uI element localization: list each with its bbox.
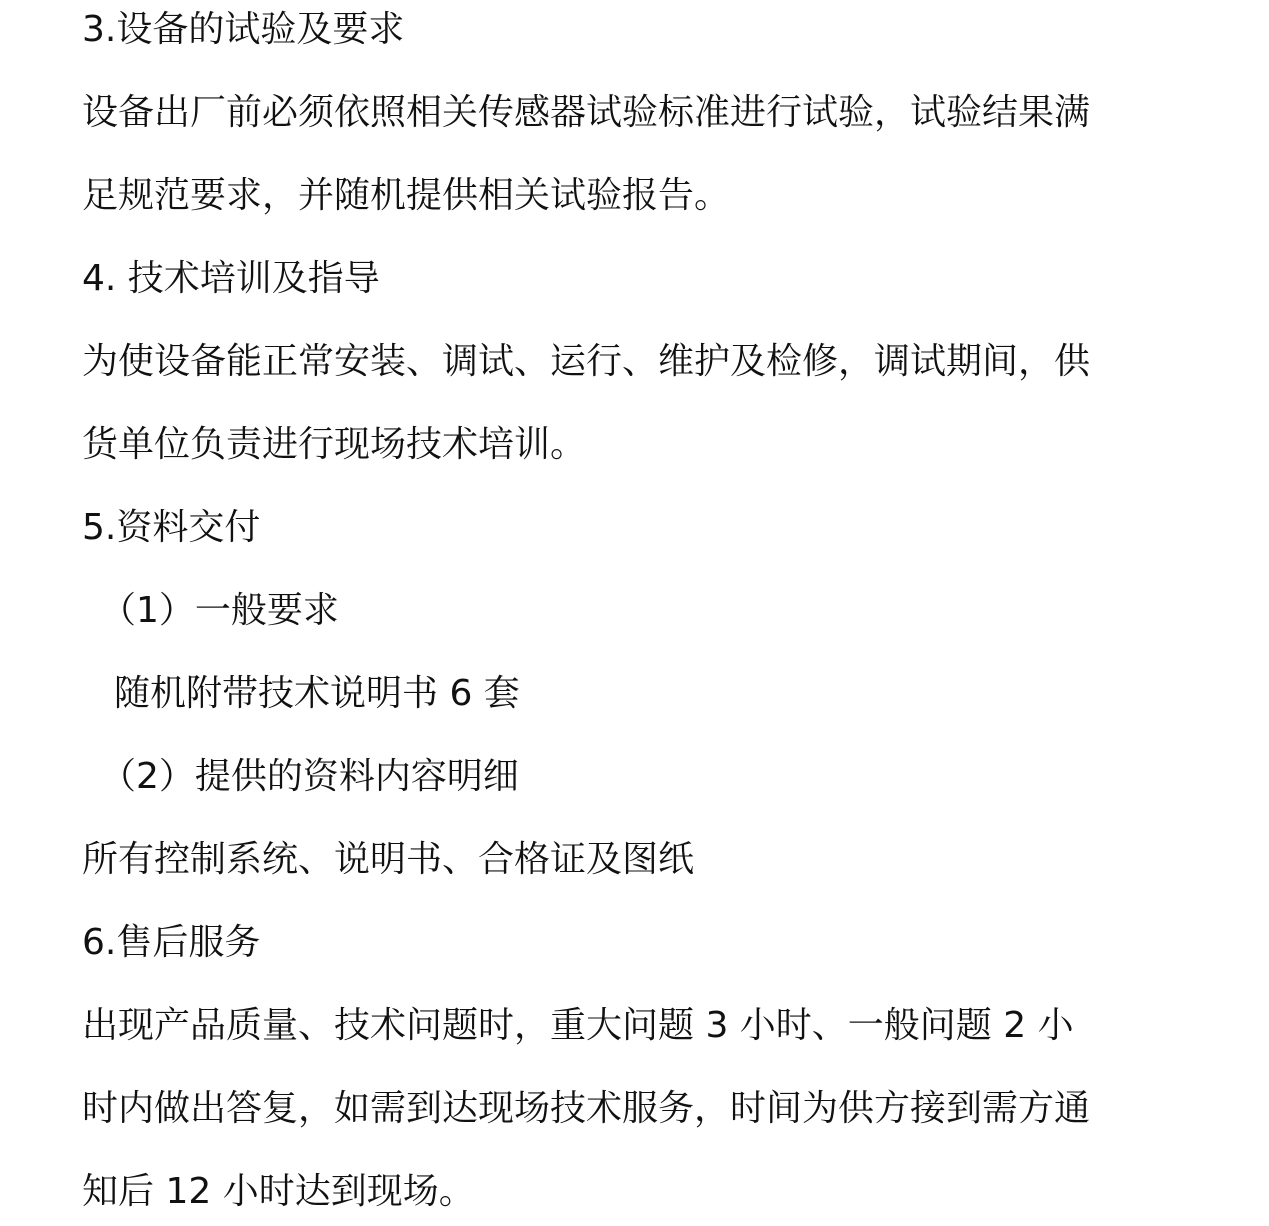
paragraph-service-line-2: 时内做出答复，如需到达现场技术服务，时间为供方接到需方通 — [82, 1088, 1091, 1129]
subheading-document-details: （2）提供的资料内容明细 — [100, 756, 519, 797]
subheading-general-requirements: （1）一般要求 — [100, 590, 339, 631]
paragraph-service-line-3: 知后 12 小时达到现场。 — [82, 1171, 475, 1212]
heading-5-documentation-delivery: 5.资料交付 — [82, 507, 261, 548]
heading-4-technical-training: 4. 技术培训及指导 — [82, 258, 380, 299]
paragraph-manual-sets: 随机附带技术说明书 6 套 — [114, 673, 520, 714]
paragraph-testing-line-2: 足规范要求，并随机提供相关试验报告。 — [82, 175, 731, 216]
heading-6-after-sales-service: 6.售后服务 — [82, 922, 261, 963]
paragraph-training-line-1: 为使设备能正常安装、调试、运行、维护及检修，调试期间，供 — [82, 341, 1091, 382]
heading-3-equipment-testing: 3.设备的试验及要求 — [82, 9, 405, 50]
paragraph-document-list: 所有控制系统、说明书、合格证及图纸 — [82, 839, 695, 880]
paragraph-training-line-2: 货单位负责进行现场技术培训。 — [82, 424, 587, 465]
paragraph-testing-line-1: 设备出厂前必须依照相关传感器试验标准进行试验，试验结果满 — [82, 92, 1091, 133]
paragraph-service-line-1: 出现产品质量、技术问题时，重大问题 3 小时、一般问题 2 小 — [82, 1005, 1074, 1046]
